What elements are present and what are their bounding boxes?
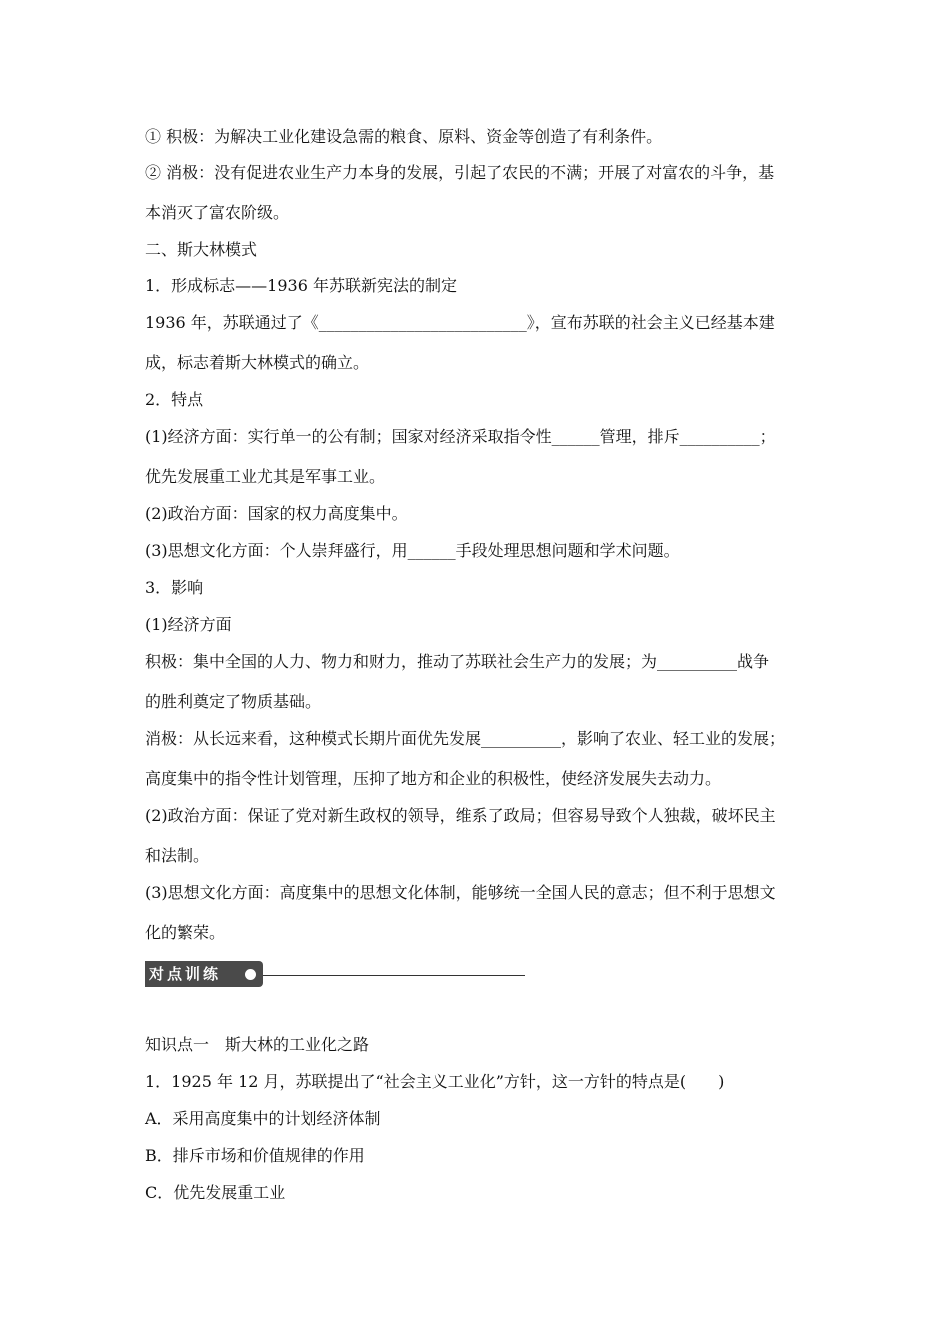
section-heading: 二、斯大林模式 — [145, 240, 258, 259]
question-stem: 1．1925 年 12 月，苏联提出了“社会主义工业化”方针，这一方针的特点是( ) — [145, 1072, 725, 1091]
knowledge-point-title: 知识点一 斯大林的工业化之路 — [145, 1035, 370, 1054]
text-line: ① 积极：为解决工业化建设急需的粮食、原料、资金等创造了有利条件。 — [145, 127, 663, 146]
text-line: (2)政治方面：国家的权力高度集中。 — [145, 504, 408, 523]
text-line: (1)经济方面：实行单一的公有制；国家对经济采取指令性______管理，排斥__________； — [145, 427, 776, 446]
text-line: 本消灭了富农阶级。 — [145, 203, 290, 222]
text-line: 高度集中的指令性计划管理，压抑了地方和企业的积极性，使经济发展失去动力。 — [145, 769, 722, 788]
option-b: B．排斥市场和价值规律的作用 — [145, 1146, 365, 1165]
banner-label-box — [145, 961, 263, 987]
option-c: C．优先发展重工业 — [145, 1183, 286, 1202]
text-line: 化的繁荣。 — [145, 923, 226, 942]
text-line: ② 消极：没有促进农业生产力本身的发展，引起了农民的不满；开展了对富农的斗争，基 — [145, 163, 775, 182]
banner-label: 对点训练 — [149, 965, 222, 983]
text-line: (3)思想文化方面：高度集中的思想文化体制，能够统一全国人民的意志；但不利于思想文 — [145, 883, 776, 902]
practice-banner — [145, 961, 525, 987]
banner-rule — [263, 975, 525, 976]
text-line: 优先发展重工业尤其是军事工业。 — [145, 467, 386, 486]
text-line: 3．影响 — [145, 578, 204, 597]
text-line: 1936 年，苏联通过了《__________________________》，宣布苏联的社会主义已经基本建 — [145, 313, 775, 332]
text-line: 积极：集中全国的人力、物力和财力，推动了苏联社会生产力的发展；为__________战争 — [145, 652, 770, 671]
text-line: 成，标志着斯大林模式的确立。 — [145, 353, 370, 372]
text-line: 和法制。 — [145, 846, 210, 865]
text-line: 1．形成标志——1936 年苏联新宪法的制定 — [145, 276, 457, 295]
text-line: 消极：从长远来看，这种模式长期片面优先发展__________，影响了农业、轻工业的发展； — [145, 729, 786, 748]
option-a: A．采用高度集中的计划经济体制 — [145, 1109, 381, 1128]
text-line: (1)经济方面 — [145, 615, 232, 634]
bullet-dot-icon — [245, 969, 256, 980]
text-line: (2)政治方面：保证了党对新生政权的领导，维系了政局；但容易导致个人独裁，破坏民主 — [145, 806, 776, 825]
text-line: (3)思想文化方面：个人崇拜盛行，用______手段处理思想问题和学术问题。 — [145, 541, 680, 560]
text-line: 的胜利奠定了物质基础。 — [145, 692, 322, 711]
text-line: 2．特点 — [145, 390, 204, 409]
